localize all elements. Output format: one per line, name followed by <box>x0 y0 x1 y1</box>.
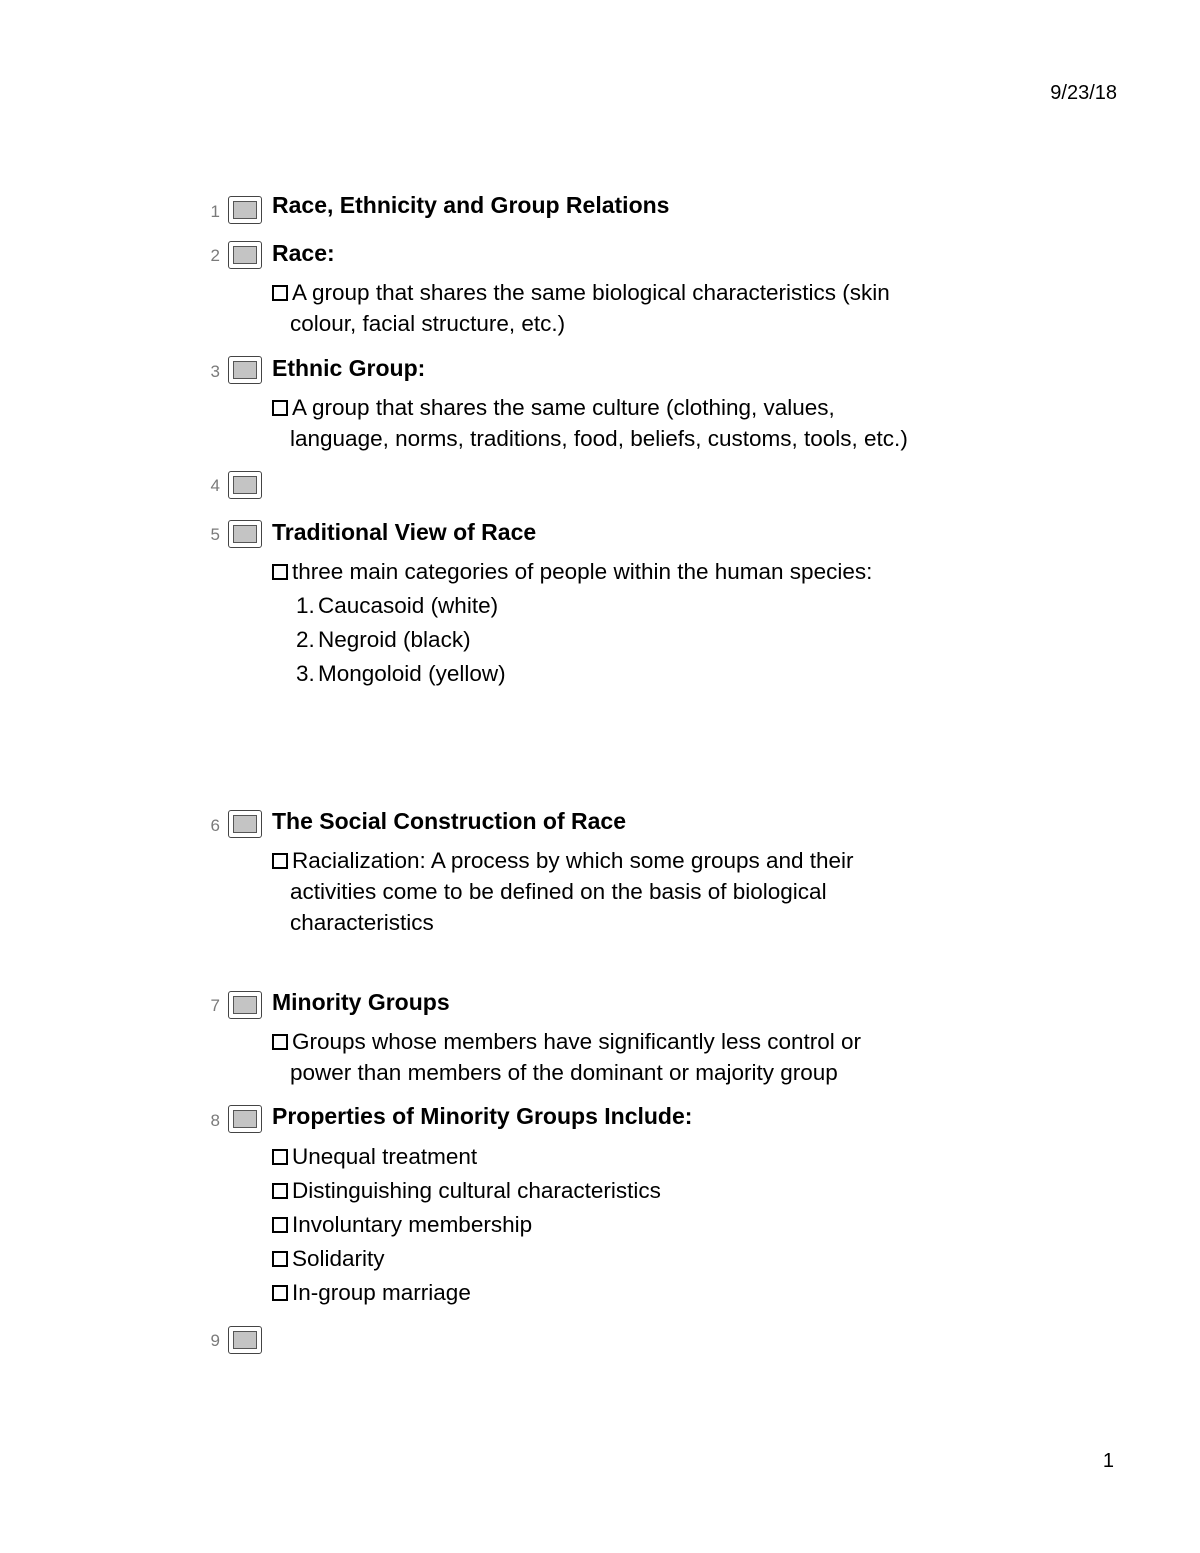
slide-number: 1 <box>210 202 220 221</box>
slide-number: 3 <box>210 362 220 381</box>
slide-number: 2 <box>210 246 220 265</box>
bullet-item: A group that shares the same biological characteristics (skin colour, facial structure, etc.) <box>272 277 890 339</box>
slide-title: Properties of Minority Groups Include: <box>272 1103 693 1129</box>
slide-number: 9 <box>210 1331 220 1350</box>
slide-title: The Social Construction of Race <box>272 808 626 834</box>
slide-number: 8 <box>210 1111 220 1130</box>
numbered-item: 3. Mongoloid (yellow) <box>296 661 506 686</box>
slide-thumbnail-icon[interactable] <box>228 810 262 838</box>
bullet-item: Racialization: A process by which some groups and their activities come to be defined on the basis of biological characteristics <box>272 845 854 938</box>
bullet-item: Involuntary membership <box>272 1209 532 1240</box>
slide-number: 7 <box>210 996 220 1015</box>
square-bullet-icon <box>272 1285 288 1301</box>
slide-thumbnail-icon[interactable] <box>228 196 262 224</box>
slide-thumbnail-icon[interactable] <box>228 1326 262 1354</box>
header-date: 9/23/18 <box>1050 82 1117 104</box>
slide-thumbnail-icon[interactable] <box>228 991 262 1019</box>
slide-number: 4 <box>210 476 220 495</box>
slide-title: Race: <box>272 240 335 266</box>
slide-title: Ethnic Group: <box>272 355 426 381</box>
square-bullet-icon <box>272 400 288 416</box>
slide-thumbnail-icon[interactable] <box>228 356 262 384</box>
slide-thumbnail-icon[interactable] <box>228 471 262 499</box>
slide-title: Minority Groups <box>272 989 450 1015</box>
slide-number: 5 <box>210 525 220 544</box>
square-bullet-icon <box>272 1183 288 1199</box>
square-bullet-icon <box>272 853 288 869</box>
slide-thumbnail-icon[interactable] <box>228 1105 262 1133</box>
slide-title: Traditional View of Race <box>272 519 537 545</box>
bullet-item: Groups whose members have significantly less control or power than members of the dominant or majority group <box>272 1026 861 1088</box>
square-bullet-icon <box>272 285 288 301</box>
numbered-item: 2. Negroid (black) <box>296 627 471 652</box>
square-bullet-icon <box>272 1149 288 1165</box>
page-number: 1 <box>1102 1450 1114 1472</box>
slide-title: Race, Ethnicity and Group Relations <box>272 192 670 218</box>
bullet-item: three main categories of people within the human species: <box>272 556 872 587</box>
numbered-item: 1. Caucasoid (white) <box>296 593 499 618</box>
bullet-item: Solidarity <box>272 1243 385 1274</box>
bullet-item: Distinguishing cultural characteristics <box>272 1175 661 1206</box>
bullet-item: Unequal treatment <box>272 1141 477 1172</box>
square-bullet-icon <box>272 1251 288 1267</box>
square-bullet-icon <box>272 1034 288 1050</box>
bullet-item: A group that shares the same culture (clothing, values, language, norms, traditions, food, beliefs, customs, tools, etc.) <box>272 392 908 454</box>
square-bullet-icon <box>272 564 288 580</box>
square-bullet-icon <box>272 1217 288 1233</box>
bullet-item: In-group marriage <box>272 1277 471 1308</box>
slide-number: 6 <box>210 816 220 835</box>
slide-thumbnail-icon[interactable] <box>228 520 262 548</box>
slide-thumbnail-icon[interactable] <box>228 241 262 269</box>
